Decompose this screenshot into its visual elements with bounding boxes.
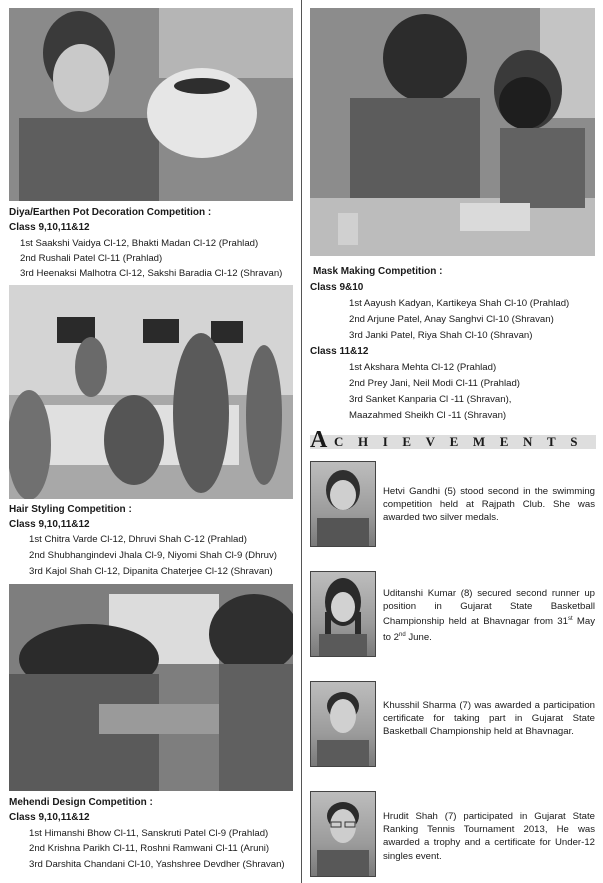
diya-classes: Class 9,10,11&12 (9, 222, 90, 233)
mask-group-2-result-3: 3rd Sanket Kanparia Cl -11 (Shravan), (349, 394, 512, 405)
mehendi-photo (9, 584, 293, 791)
khusshil-sharma-photo (310, 681, 376, 767)
diya-result-1: 1st Saakshi Vaidya Cl-12, Bhakti Madan Cl-12 (Prahlad) (20, 238, 259, 249)
mask-group-1-result-1: 1st Aayush Kadyan, Kartikeya Shah Cl-10 (Prahlad) (349, 298, 570, 309)
achievements-heading-rest: CHIEVEMENTS (334, 434, 593, 449)
uditanshi-kumar-photo (310, 571, 376, 657)
diya-title: Diya/Earthen Pot Decoration Competition : (9, 207, 212, 218)
hair-title: Hair Styling Competition : (9, 504, 132, 515)
mask-group-1-result-3: 3rd Janki Patel, Riya Shah Cl-10 (Shravan) (349, 330, 533, 341)
hair-classes: Class 9,10,11&12 (9, 519, 90, 530)
hair-result-1: 1st Chitra Varde Cl-12, Dhruvi Shah C-12 (Prahlad) (29, 534, 247, 545)
mask-making-photo (310, 8, 595, 256)
mehendi-title: Mehendi Design Competition : (9, 797, 153, 808)
diya-result-2: 2nd Rushali Patel Cl-11 (Prahlad) (20, 253, 163, 264)
achievement-1-text: Hetvi Gandhi (5) stood second in the swimming competition held at Rajpath Club. She was awarded two silver medals. (383, 486, 595, 524)
column-divider (301, 0, 302, 883)
mask-group-2-result-1: 1st Akshara Mehta Cl-12 (Prahlad) (349, 362, 497, 373)
achievement-2-text-end: June. (405, 631, 432, 643)
achievement-3-text: Khusshil Sharma (7) was awarded a participation certificate for taking part in Gujarat State Basketball Championship held at Bhavnagar. (383, 700, 595, 738)
achievement-2-ordinal-2: nd (399, 631, 406, 638)
hair-result-3: 3rd Kajol Shah Cl-12, Dipanita Chaterjee Cl-12 (Shravan) (29, 566, 273, 577)
mehendi-result-2: 2nd Krishna Parikh Cl-11, Roshni Ramwani Cl-11 (Aruni) (29, 843, 270, 854)
mask-group-2-classes: Class 11&12 (310, 346, 369, 357)
achievements-heading-initial: A (310, 427, 328, 453)
mask-title: Mask Making Competition : (313, 266, 443, 277)
hrudit-shah-photo (310, 791, 376, 877)
achievement-4-text: Hrudit Shah (7) participated in Gujarat State Ranking Tennis Tournament 2013, He was awarded a trophy and a certificate for Under-12 singles event. (383, 811, 595, 862)
mehendi-result-1: 1st Himanshi Bhow Cl-11, Sanskruti Patel Cl-9 (Prahlad) (29, 828, 269, 839)
mask-group-1-classes: Class 9&10 (310, 282, 364, 293)
mehendi-classes: Class 9,10,11&12 (9, 812, 90, 823)
achievement-2-text-mid: May to 2 (383, 616, 595, 643)
hetvi-gandhi-photo (310, 461, 376, 547)
mask-group-2-result-2: 2nd Prey Jani, Neil Modi Cl-11 (Prahlad) (349, 378, 520, 389)
diya-competition-photo (9, 8, 293, 201)
achievement-2-ordinal-1: st (567, 616, 573, 623)
mask-group-1-result-2: 2nd Arjune Patel, Anay Sanghvi Cl-10 (Shravan) (349, 314, 554, 325)
achievement-2-text (383, 587, 595, 644)
diya-result-3: 3rd Heenaksi Malhotra Cl-12, Sakshi Baradia Cl-12 (Shravan) (20, 268, 283, 279)
achievements-heading (310, 427, 596, 453)
hair-styling-photo (9, 285, 293, 499)
hair-result-2: 2nd Shubhangindevi Jhala Cl-9, Niyomi Shah Cl-9 (Dhruv) (29, 550, 277, 561)
achievement-2-text-start: Uditanshi Kumar (8) secured second runner up position in Gujarat State Basketball Championship held at Bhavnagar from 31 (383, 588, 595, 628)
mask-group-2-result-4: Maazahmed Sheikh Cl -11 (Shravan) (349, 410, 507, 421)
mehendi-result-3: 3rd Darshita Chandani Cl-10, Yashshree Devdher (Shravan) (29, 859, 285, 870)
